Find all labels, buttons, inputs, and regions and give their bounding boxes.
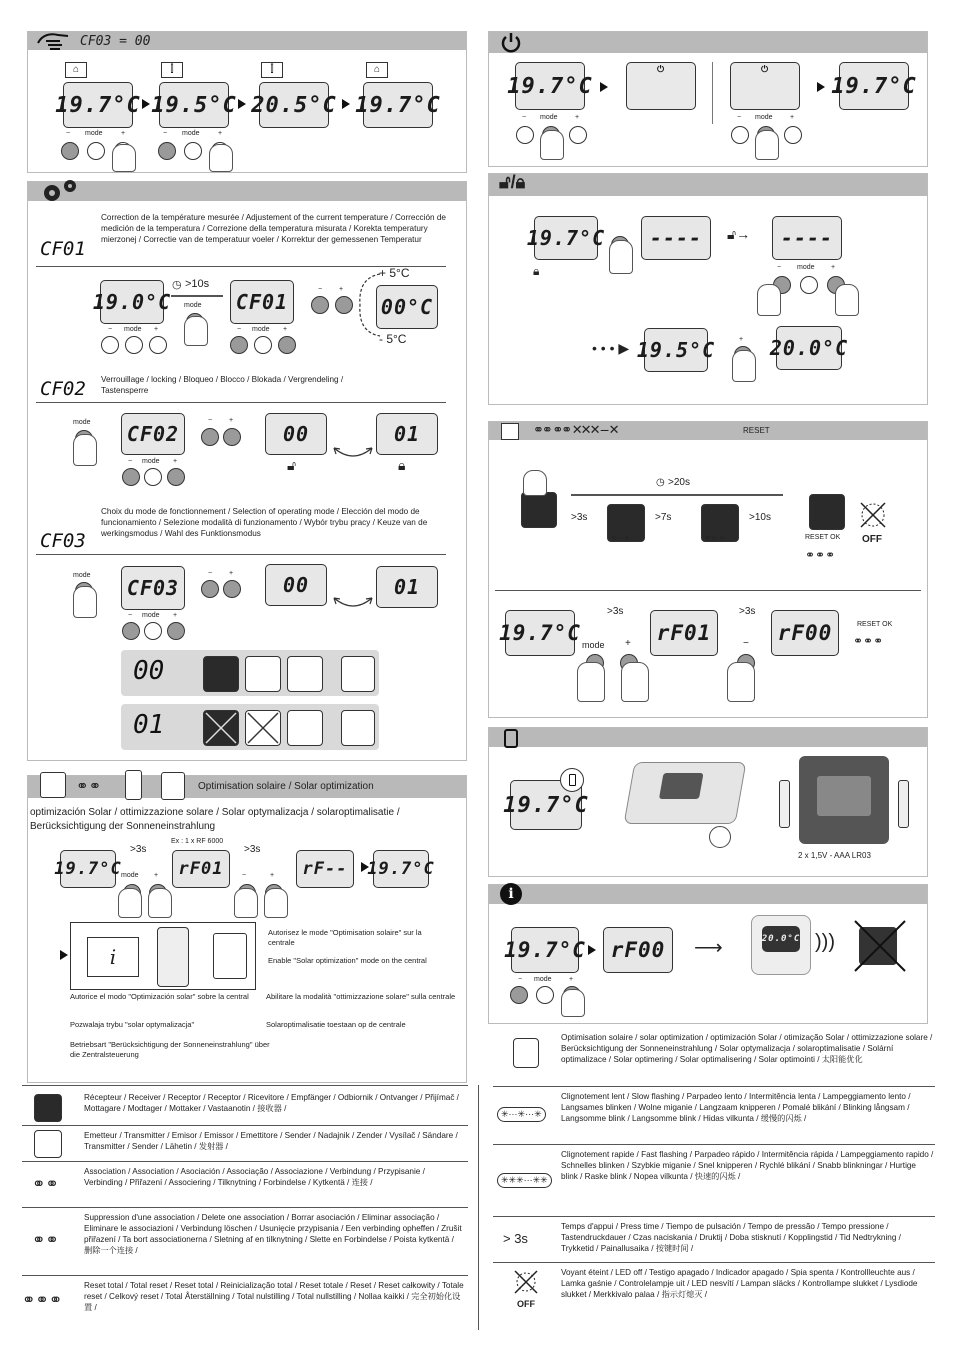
- legend-row: [22, 1275, 468, 1326]
- temperature-display: 19.7°C: [505, 610, 575, 656]
- central-display: 20.0°C: [762, 926, 800, 952]
- minus-button[interactable]: [122, 622, 140, 640]
- reset-ok-label: RESET OK: [805, 534, 841, 541]
- reset-panel: [488, 421, 928, 718]
- setting-display: CF02: [121, 413, 185, 455]
- option-display: 01: [376, 413, 438, 455]
- mode-button[interactable]: [125, 336, 143, 354]
- temperature-display: 19.7°C: [363, 82, 433, 128]
- cf03-example-panel: [27, 31, 467, 173]
- mode-label: mode: [540, 114, 558, 121]
- settings-panel: [27, 181, 467, 761]
- minus-button[interactable]: [201, 428, 219, 446]
- temperature-display: 19.7°C: [60, 850, 116, 888]
- mode-label: mode: [534, 976, 552, 983]
- mode-label: mode: [142, 458, 160, 465]
- fast-flash-icon: ✳✳✳···✳✳: [497, 1173, 552, 1188]
- led-off-icon: [513, 1269, 539, 1295]
- minus-button[interactable]: [731, 126, 749, 144]
- legend-text: Association / Association / Asociación / Associação / Associazione / Verbindung / Przypisanie / Verbinding / Přiřazení / Associering / Tilknytning / Forbindelse / Kytkentä / 连接 /: [84, 1167, 425, 1187]
- solar-it: Abilitare la modalità "ottimizzazione solare" sulla centrale: [266, 992, 456, 1001]
- plus-label: +: [218, 130, 223, 137]
- separator: [36, 554, 446, 555]
- cf02-description: Verrouillage / locking / Bloqueo / Blocco / Blokada / Vergrendeling / Tastensperre: [101, 375, 344, 395]
- off-label: OFF: [517, 1299, 535, 1309]
- display-off: ⏻: [730, 62, 800, 110]
- thermostat-device-image: [624, 762, 747, 824]
- finger-press-icon: [112, 144, 136, 172]
- solar-es: Autorice el modo "Optimización solar" sobre la central: [70, 992, 249, 1001]
- legend-text: Suppression d'une association / Delete one association / Borrar asociación / Eliminar associação / Eliminare le associazioni / Verbindung löschen / Usunięcie przypisania / Een verbinding opheffen / Zrušit přiřazení / Ta bort associationerna / Sletning af en tilknytning / Slette en Forbindelse / Poista kytkentä / 删除一个连接 /: [84, 1213, 462, 1255]
- divider: [712, 62, 713, 124]
- temperature-display: 19.0°C: [100, 280, 164, 324]
- thermometer-icon: ⫿: [261, 62, 283, 78]
- plus-label: +: [154, 326, 159, 333]
- solar-de: Betriebsart "Berücksichtigung der Sonneneinstrahlung" über die Zentralsteuerung: [70, 1040, 270, 1059]
- minus-label: −: [777, 264, 782, 271]
- arrow-right-icon: [342, 99, 350, 109]
- plus-label: +: [229, 417, 234, 424]
- panel-header: [489, 174, 927, 196]
- finger-press-icon: [621, 662, 649, 702]
- minus-label: −: [163, 130, 168, 137]
- arrow-right-icon: [600, 82, 608, 92]
- minus-label: −: [208, 417, 213, 424]
- finger-press-icon: [561, 989, 585, 1017]
- mode-label: mode: [182, 130, 200, 137]
- mode-label: mode: [184, 302, 202, 309]
- finger-press-icon: [234, 888, 258, 918]
- plus-label: +: [229, 570, 234, 577]
- clock-icon: ◷: [172, 279, 182, 291]
- minus-button[interactable]: [101, 336, 119, 354]
- unlocked-icon: 🔓︎: [287, 457, 297, 473]
- plus-label: +: [831, 264, 836, 271]
- panel-header: [28, 776, 466, 798]
- legend-row: [22, 1085, 468, 1126]
- plus-button[interactable]: [223, 428, 241, 446]
- solar-optimization-icon: [341, 656, 375, 692]
- cf03-code: CF03: [40, 530, 86, 552]
- minus-label: −: [737, 114, 742, 121]
- legend-text: Voyant éteint / LED off / Testigo apagado / Indicador apagado / Spia spenta / Kontrollleuchte aus / Lamka gaśnie / Controlelampje uit / LED nesvítí / Lampan släcks / Kontrollampe slukket / Lysdiode slukket / Merkkivalo palaa / 指示灯熄灭 /: [561, 1268, 918, 1299]
- lock-unlock-icon: 🔓︎/🔒︎: [499, 172, 526, 192]
- plus-label: +: [154, 872, 159, 879]
- solar-optimization-icon: [341, 710, 375, 746]
- temperature-display: 19.7°C: [515, 62, 585, 110]
- minus-label: −: [237, 326, 242, 333]
- mode-row-00: [121, 650, 379, 696]
- hold-duration: >3s: [739, 606, 756, 617]
- temperature-display: 19.7°C: [534, 216, 598, 260]
- legend-row: [22, 1125, 468, 1162]
- receiver-icon: [521, 492, 557, 528]
- locked-icon: 🔒︎: [533, 264, 540, 278]
- home-icon: ⌂: [65, 62, 87, 78]
- legend-text: Clignotement rapide / Fast flashing / Parpadeo rápido / Intermitência rápida / Lampeggiamento rapido / Schnelles blinken / Szybkie miganie / Snel knipperen / Rychlé blikání / Snabb blinkningar / Hurtige blink / Raske blink / Nopea vilkunta / 快速的闪烁 /: [561, 1150, 934, 1181]
- plus-label: +: [121, 130, 126, 137]
- finger-press-icon: [118, 888, 142, 918]
- option-display: 01: [376, 566, 438, 608]
- signal-waves-icon: ))): [815, 931, 835, 953]
- panel-header: [28, 32, 466, 50]
- hold-duration: >3s: [244, 844, 261, 855]
- temperature-display: 19.7°C: [839, 62, 909, 110]
- reset-label: RESET: [743, 426, 770, 435]
- mode-label: mode: [121, 872, 139, 879]
- solar-panel: [27, 775, 467, 1083]
- panel-header: [489, 885, 927, 904]
- reset-step-display: rF01: [650, 610, 718, 656]
- reset-step-display: rF00: [771, 610, 839, 656]
- finger-press-icon: [727, 662, 755, 702]
- low-battery-indicator: [560, 768, 584, 792]
- thermostat-icon: [501, 423, 519, 440]
- panel-header: [489, 422, 927, 440]
- press-time-icon: > 3s: [503, 1231, 528, 1246]
- plus-label: +: [270, 872, 275, 879]
- plus-label: +: [625, 638, 631, 649]
- legend-text: Clignotement lent / Slow flashing / Parpadeo lento / Intermitência lenta / Lampeggiamento lento / Langsames blinken / Wolne miganie / Langzaam knipperen / Pomalé blikání / Blinking långsam / Langsomme blink / Langsomme blink / Hidas vilkunta / 缓慢的闪烁 /: [561, 1092, 911, 1123]
- finger-press-icon: [73, 586, 97, 618]
- minus-label: −: [318, 286, 323, 293]
- ellipsis-arrow-icon: • • • ▶: [592, 340, 630, 356]
- legend-left: [22, 1085, 468, 1335]
- toggle-arrow-icon: [330, 444, 376, 462]
- plus-label: +: [575, 114, 580, 121]
- finger-press-icon: [757, 284, 781, 316]
- plus-label: +: [283, 326, 288, 333]
- hold-duration: >10s: [185, 278, 210, 290]
- hold-duration: >10s: [749, 512, 771, 523]
- plus-label: +: [739, 336, 744, 343]
- mode-button[interactable]: [144, 622, 162, 640]
- finger-press-icon: [264, 888, 288, 918]
- plus-button[interactable]: [149, 336, 167, 354]
- minus-button[interactable]: [516, 126, 534, 144]
- info-panel: [488, 884, 928, 1024]
- arrow-right-icon: [817, 82, 825, 92]
- info-icon: i: [500, 883, 522, 905]
- mode-label: mode: [142, 612, 160, 619]
- hold-duration: >3s: [130, 844, 147, 855]
- mode-button[interactable]: [254, 336, 272, 354]
- plus-button[interactable]: [784, 126, 802, 144]
- plus-button[interactable]: [167, 622, 185, 640]
- lock-panel: [488, 173, 928, 405]
- plus-label: +: [339, 286, 344, 293]
- minus-label: −: [518, 976, 523, 983]
- separator: [495, 590, 921, 591]
- option-display: 00: [265, 564, 327, 606]
- association-icon: ⚭⚭: [76, 778, 102, 795]
- arrow-right-icon: [238, 99, 246, 109]
- dashes-display: ----: [772, 216, 842, 260]
- minus-button[interactable]: [201, 580, 219, 598]
- minus-label: −: [522, 114, 527, 121]
- central-unit-graphic: [70, 922, 256, 990]
- hold-duration: >20s: [668, 477, 690, 488]
- info-display: rF00: [603, 927, 673, 973]
- receiver-icon: [203, 656, 239, 692]
- cf01-description: Correction de la température mesurée / Adjustement of the current temperature / Corrección de medición de la temperatura / Correzione della temperatura misurata / Korekta temperatury mierzonej / Correctie van de temperatuur voeler / Korrektur der gemessenen Temperatur: [101, 213, 446, 244]
- plus-button[interactable]: [569, 126, 587, 144]
- toggle-arrow-icon: [330, 594, 376, 612]
- battery-spec-label: 2 x 1,5V - AAA LR03: [798, 851, 871, 860]
- gears-icon: [38, 178, 82, 204]
- plus-button[interactable]: [223, 580, 241, 598]
- finger-press-icon: [732, 350, 756, 382]
- remote-control-icon: [287, 656, 323, 692]
- option-display: 00: [265, 413, 327, 455]
- panel-header: [489, 728, 927, 747]
- solar-nl: Solaroptimalisatie toestaan op de centrale: [266, 1020, 406, 1029]
- mode-button[interactable]: [800, 276, 818, 294]
- solar-optimization-icon: [213, 933, 247, 979]
- plus-button[interactable]: [167, 468, 185, 486]
- temperature-display: 19.7°C: [373, 850, 429, 888]
- mode-button[interactable]: [144, 468, 162, 486]
- mode-label: mode: [73, 572, 91, 579]
- separator: [36, 402, 446, 403]
- cf02-code: CF02: [40, 378, 86, 400]
- mode-label: mode: [252, 326, 270, 333]
- legend-text: Temps d'appui / Press time / Tiempo de pulsación / Tempo de pressão / Tempo pressione / Tastendruckdauer / Czas naciskania / Druktij / Doba stisknutí / Kopplingstid / Tid Nedtrykning / Trykketid / Painallusaika / 按键时间 /: [561, 1222, 901, 1253]
- solar-fr: Autorisez le mode "Optimisation solaire" sur la centrale: [268, 928, 422, 947]
- receiver-icon: [34, 1094, 62, 1122]
- mode-label: mode: [755, 114, 773, 121]
- arrow-line: [171, 295, 223, 297]
- minus-label: −: [128, 612, 133, 619]
- minus-label: −: [66, 130, 71, 137]
- aaa-battery-right: [898, 780, 909, 828]
- battery-panel: [488, 727, 928, 877]
- temperature-offset-max: + 5°C: [379, 266, 410, 280]
- minus-button[interactable]: [122, 468, 140, 486]
- solar-subtitle: optimización Solar / ottimizzazione solare / Solar optymalizacja / solaroptimalisatie / Berücksichtigung der Sonneneinstrahlung: [30, 807, 400, 832]
- finger-press-icon: [73, 434, 97, 466]
- temperature-display: 19.7°C: [511, 927, 579, 973]
- hold-duration: >3s: [607, 606, 624, 617]
- legend-text: Reset total / Total reset / Reset total / Reinicialização total / Reset totale / Reset / Reset całkowity / Totale reset / Celkový reset / Total Återställning / Total nulstilling / Total nullstilling / Nollaa kaikki / 完全初始化设置 /: [84, 1281, 464, 1312]
- mode-label: mode: [124, 326, 142, 333]
- legend-row: [493, 1262, 935, 1329]
- thermometer-icon: ⫿: [161, 62, 183, 78]
- solar-pl: Pozwalaja trybu "solar optymalizacja": [70, 1020, 195, 1029]
- battery-icon: [504, 729, 518, 748]
- display-off: ⏻: [626, 62, 696, 110]
- example-note: Ex : 1 x RF 6000: [171, 838, 224, 845]
- rf-display: rF--: [296, 850, 354, 888]
- finger-press-icon: [209, 144, 233, 172]
- cf01-code: CF01: [40, 238, 86, 260]
- legend-row: [22, 1207, 468, 1276]
- legend-right: [493, 1030, 935, 1330]
- arrow-right-icon: [142, 99, 150, 109]
- mode-button[interactable]: [184, 142, 202, 160]
- locked-icon: 🔒︎: [398, 457, 406, 473]
- solar-optimization-icon: [161, 772, 185, 800]
- mode-code: 00: [133, 656, 165, 686]
- minus-button[interactable]: [510, 986, 528, 1004]
- mode-code: 01: [133, 710, 165, 740]
- plus-label: +: [173, 458, 178, 465]
- minus-button[interactable]: [158, 142, 176, 160]
- receiver-icon: [809, 494, 845, 530]
- central-unit-image: [751, 915, 811, 975]
- plus-label: +: [790, 114, 795, 121]
- solar-en: Enable "Solar optimization" mode on the central: [268, 956, 427, 965]
- association-chains-icon: ⚭⚭ ⚭⚭ ✕✕✕ --- ✕: [533, 422, 618, 437]
- fast-flash-icon: ✳✳·✳·: [705, 535, 728, 542]
- hold-duration: >7s: [655, 512, 672, 523]
- screwdriver-icon: [709, 826, 731, 848]
- no-signal-icon: [853, 919, 907, 973]
- minus-label: −: [208, 570, 213, 577]
- delete-association-icon: ⚭⚭: [32, 1232, 59, 1249]
- temperature-display-blinking: 20.0°C: [776, 326, 842, 370]
- legend-row: [493, 1216, 935, 1263]
- mode-button[interactable]: [87, 142, 105, 160]
- thermometer-ramp-icon: [245, 656, 281, 692]
- legend-text: Optimisation solaire / solar optimization / optimización Solar / otimização Solar / ottimizzazione solare / Berücksichtigung der Sonneneinstrahlung / Solar optymalizacja / solaroptimalisatie / Solární optimalizace / Solar optimering / Solar optimalisering / Solar optimointi / 太阳能优化: [561, 1033, 933, 1064]
- finger-press-icon: [755, 130, 779, 160]
- finger-press-icon: [540, 130, 564, 160]
- remote-control-icon: [125, 770, 142, 800]
- slow-flash-icon: ✳···✳···: [611, 535, 637, 542]
- setting-display: CF03: [121, 566, 185, 610]
- plus-button[interactable]: [335, 296, 353, 314]
- receiver-disabled-icon: [203, 710, 239, 746]
- mode-label: mode: [582, 640, 605, 650]
- minus-label: −: [128, 458, 133, 465]
- legend-row: [493, 1144, 935, 1217]
- home-icon: ⌂: [366, 62, 388, 78]
- clock-icon: ◷: [656, 477, 665, 488]
- temperature-display: 19.5°C: [644, 328, 708, 372]
- minus-button[interactable]: [311, 296, 329, 314]
- offset-display: 00°C: [376, 285, 438, 329]
- legend-text: Récepteur / Receiver / Receptor / Receptor / Ricevitore / Empfänger / Odbiornik / Ontvanger / Přijímač / Mottagare / Modtager / Mottaker / Vastaanotin / 接收器 /: [84, 1093, 459, 1113]
- power-icon: [499, 31, 523, 55]
- solar-optimization-icon: [513, 1038, 539, 1068]
- reset-chains-icon: ⚭⚭⚭: [805, 548, 836, 562]
- power-panel: [488, 31, 928, 167]
- arrow-right-icon: [588, 945, 596, 955]
- arrow-right-icon: [60, 950, 68, 960]
- finger-press-icon: [609, 240, 633, 274]
- panel-title: CF03 = 00: [80, 34, 151, 49]
- rf-display: rF01: [172, 850, 230, 888]
- reset-total-icon: ⚭⚭⚭: [22, 1292, 63, 1309]
- panel-header: [489, 32, 927, 53]
- mode-label: mode: [797, 264, 815, 271]
- finger-press-icon: [148, 888, 172, 918]
- legend-row: [493, 1030, 935, 1086]
- off-label: OFF: [862, 534, 882, 545]
- thermostat-icon: [40, 772, 66, 798]
- solar-header-title: Optimisation solaire / Solar optimization: [198, 781, 374, 792]
- legend-row: [22, 1161, 468, 1208]
- hold-duration: >3s: [571, 512, 588, 523]
- plus-button[interactable]: [278, 336, 296, 354]
- temperature-display-blinking: 20.5°C: [259, 82, 329, 128]
- finger-press-icon: [184, 316, 208, 346]
- reset-ok-label: RESET OK: [857, 621, 893, 628]
- temperature-display: 19.7°C: [510, 780, 582, 830]
- aaa-battery-left: [779, 780, 790, 828]
- minus-label: −: [242, 872, 247, 879]
- mode-row-01: [121, 704, 379, 750]
- plus-label: +: [173, 612, 178, 619]
- remote-control-icon: [157, 927, 189, 987]
- temperature-display: 19.5°C: [159, 82, 229, 128]
- minus-button[interactable]: [230, 336, 248, 354]
- led-off-icon: [858, 500, 888, 530]
- cf03-description: Choix du mode de fonctionnement / Selection of operating mode / Elección del modo de funcionamiento / Selezione modalità di funzionamento / Wybór trybu pracy / Keuze van de werkingsmodus / Wahl des Funktionsmodus: [101, 507, 428, 538]
- long-arrow-icon: ⟶: [694, 937, 723, 959]
- manual-book-icon: i: [87, 937, 139, 977]
- battery-compartment-image: [799, 756, 889, 844]
- arrow-line: [571, 494, 783, 496]
- finger-press-icon: [523, 470, 547, 496]
- mode-label: mode: [85, 130, 103, 137]
- legend-text: Emetteur / Transmitter / Emisor / Emissor / Emettitore / Sender / Nadajnik / Zender / Vysílač / Sändare / Transmitter / Sender / Lähetin / 发射器 /: [84, 1131, 458, 1151]
- minus-label: −: [743, 638, 749, 649]
- hand-icon: [36, 29, 72, 51]
- association-icon: ⚭⚭: [32, 1176, 59, 1193]
- minus-button[interactable]: [61, 142, 79, 160]
- temperature-offset-min: - 5°C: [379, 332, 407, 346]
- temperature-display: 19.7°C: [63, 82, 133, 128]
- setting-display: CF01: [230, 280, 294, 324]
- plus-label: +: [569, 976, 574, 983]
- transmitter-icon: [34, 1130, 62, 1158]
- unlocked-icon: 🔓︎→: [727, 226, 751, 242]
- legend-row: [493, 1086, 935, 1145]
- finger-press-icon: [835, 284, 859, 316]
- mode-button[interactable]: [536, 986, 554, 1004]
- thermometer-disabled-icon: [245, 710, 281, 746]
- slow-flash-icon: ✳···✳···✳: [497, 1107, 546, 1122]
- dashes-display: ----: [641, 216, 711, 260]
- reset-chains-icon: ⚭⚭⚭: [853, 634, 884, 648]
- remote-control-icon: [287, 710, 323, 746]
- column-divider: [478, 1085, 479, 1330]
- minus-label: −: [108, 326, 113, 333]
- finger-press-icon: [577, 662, 605, 702]
- panel-header: [28, 182, 466, 201]
- mode-label: mode: [73, 419, 91, 426]
